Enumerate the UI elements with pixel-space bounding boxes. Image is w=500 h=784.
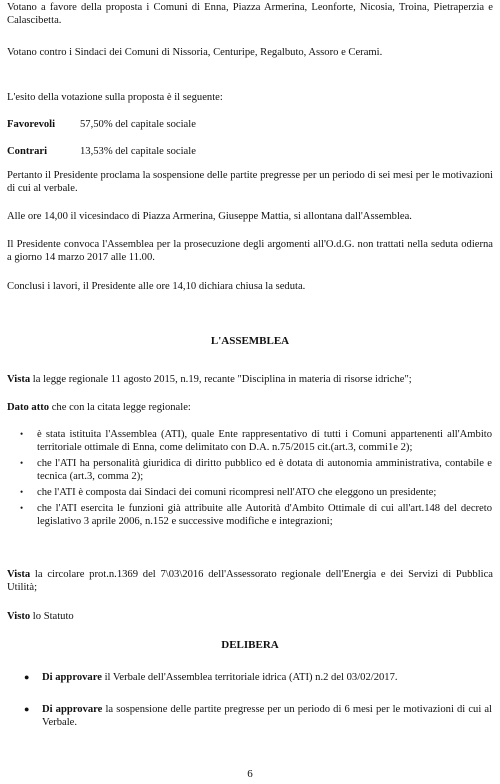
statuto-paragraph bbox=[7, 610, 493, 623]
delibera-heading: DELIBERA bbox=[221, 639, 279, 651]
departure-paragraph: Alle ore 14,00 il vicesindaco di Piazza Armerina, Giuseppe Mattia, si allontana dall'Assemblea. bbox=[7, 211, 412, 222]
delibera-item-text: la sospensione delle partite pregresse per un periodo di 6 mesi per le motivazioni di cui al Verbale. bbox=[42, 704, 493, 728]
law-provisions-list bbox=[20, 428, 492, 531]
vista-law-paragraph bbox=[7, 373, 493, 386]
dato-atto-text: che con la citata legge regionale: bbox=[49, 402, 191, 413]
statuto-bold: Visto bbox=[7, 611, 31, 622]
closing-paragraph: Conclusi i lavori, il Presidente alle ore 14,10 dichiara chiusa la seduta. bbox=[7, 281, 306, 292]
vote-result-value: 57,50% del capitale sociale bbox=[80, 119, 196, 130]
dato-atto-bold: Dato atto bbox=[7, 402, 50, 413]
assembly-heading: L'ASSEMBLEA bbox=[210, 335, 290, 347]
statuto-text: lo Statuto bbox=[30, 611, 74, 622]
convocation-paragraph: Il Presidente convoca l'Assemblea per la prosecuzione degli argomenti all'O.d.G. non trattati nella seduta odierna a giorno 14 marzo 2017 alle 11.00. bbox=[7, 239, 493, 263]
delibera-list-2 bbox=[24, 703, 492, 729]
page-number: 6 bbox=[247, 768, 253, 780]
vista-law-text: la legge regionale 11 agosto 2015, n.19, recante "Disciplina in materia di risorse idriche"; bbox=[30, 374, 412, 385]
delibera-item-text: il Verbale dell'Assemblea territoriale idrica (ATI) n.2 del 03/02/2017. bbox=[101, 672, 398, 683]
delibera-list bbox=[24, 671, 492, 684]
delibera-item-bold: Di approvare bbox=[42, 672, 102, 683]
vote-result-label: Contrari bbox=[7, 146, 48, 157]
circolare-paragraph bbox=[7, 568, 493, 594]
suspension-paragraph: Pertanto il Presidente proclama la sospensione delle partite pregresse per un periodo di sei mesi per le motivazioni di cui al verbale. bbox=[7, 170, 493, 194]
list-item: • è stata istituita l'Assemblea (ATI), quale Ente rappresentativo di tutti i Comuni appartenenti all'Ambito territoriale ottimale di Enna, come delimitato con D.A. n.75/2015 cit.(art.3, commi1e 2); bbox=[20, 428, 492, 454]
vista-law-bold: Vista bbox=[7, 374, 31, 385]
circolare-text: la circolare prot.n.1369 del 7\03\2016 dell'Assessorato regionale dell'Energia e dei Servizi di Pubblica Utilità; bbox=[7, 569, 493, 593]
votes-against-paragraph: Votano contro i Sindaci dei Comuni di Nissoria, Centuripe, Regalbuto, Assoro e Cerami. bbox=[7, 47, 383, 58]
vote-result-label: Favorevoli bbox=[7, 119, 56, 130]
delibera-item bbox=[24, 703, 492, 729]
list-item: • che l'ATI è composta dai Sindaci dei comuni ricompresi nell'ATO che eleggono un presidente; bbox=[20, 486, 492, 499]
circolare-bold: Vista bbox=[7, 569, 31, 580]
list-item: • che l'ATI ha personalità giuridica di diritto pubblico ed è dotata di autonomia amministrativa, contabile e tecnica (art.3, comma 2); bbox=[20, 457, 492, 483]
dato-atto-paragraph bbox=[7, 401, 493, 414]
vote-result-value: 13,53% del capitale sociale bbox=[80, 146, 196, 157]
delibera-item bbox=[24, 671, 492, 684]
delibera-item-bold: Di approvare bbox=[42, 704, 103, 715]
list-item: • che l'ATI esercita le funzioni già attribuite alle Autorità d'Ambito Ottimale di cui all'art.148 del decreto legislativo 3 aprile 2006, n.152 e successive modifiche e integrazioni; bbox=[20, 502, 492, 528]
votes-for-paragraph: Votano a favore della proposta i Comuni di Enna, Piazza Armerina, Leonforte, Nicosia, Troina, Pietraperzia e Calascibetta. bbox=[7, 2, 493, 26]
result-intro-paragraph: L'esito della votazione sulla proposta è il seguente: bbox=[7, 92, 223, 103]
